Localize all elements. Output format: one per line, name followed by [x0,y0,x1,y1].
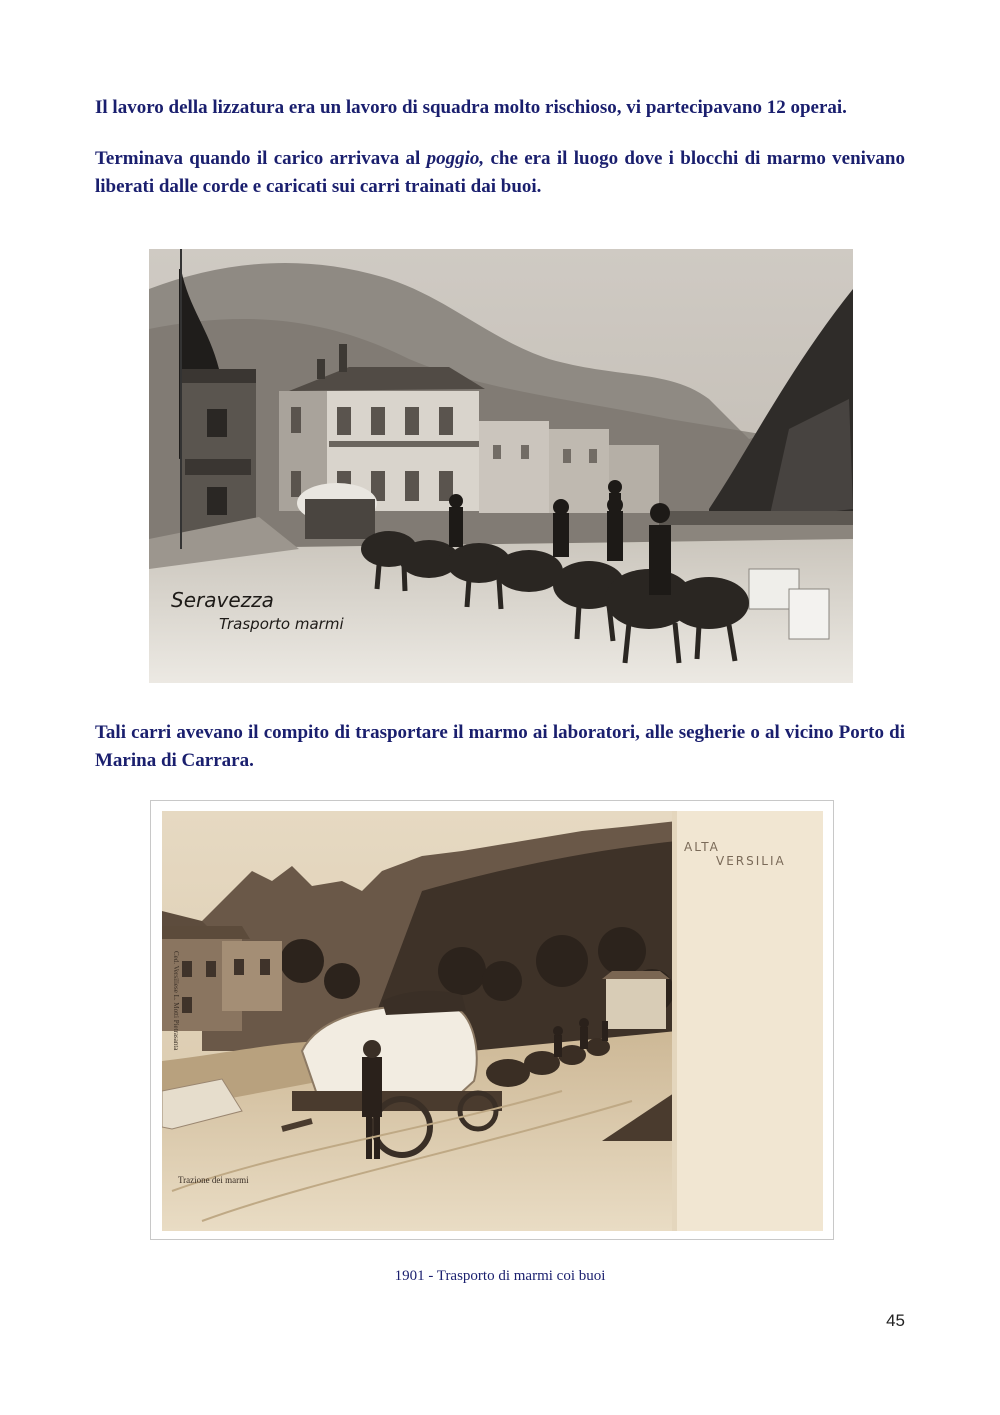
photo-seravezza-trasporto-marmi [149,249,853,683]
postcard-corner-line1: ALTA [684,840,720,854]
photo-alta-versilia-postcard [162,811,823,1231]
photo-alta-versilia-frame [150,800,834,1240]
page-number: 45 [886,1311,905,1330]
paragraph-poggio [95,145,905,201]
photo-seravezza-title: Seravezza [171,588,274,612]
poggio-term: poggio, [426,148,485,169]
paragraph-poggio-end: che era il luogo dove i blocchi di marmo venivano liberati dalle corde e caricati sui carri trainati dai buoi. [95,148,906,197]
postcard-bottom-label: Trazione dei marmi [178,1175,249,1185]
paragraph-poggio-start: Terminava quando il carico arrivava al [95,148,427,169]
paragraph-carri: Tali carri avevano il compito di trasportare il marmo ai laboratori, alle segherie o al vicino Porto di Marina di Carrara. [95,722,905,771]
figure-caption: 1901 - Trasporto di marmi coi buoi [394,1268,606,1284]
postcard-side-label: Ced. Versiliese L. Motti Pietrasanta [172,951,180,1051]
photo-seravezza-subtitle: Trasporto marmi [219,615,344,633]
postcard-corner-line2: VERSILIA [716,854,786,868]
paragraph-lizzatura: Il lavoro della lizzatura era un lavoro di squadra molto rischioso, vi partecipavano 12 operai. [95,97,847,118]
